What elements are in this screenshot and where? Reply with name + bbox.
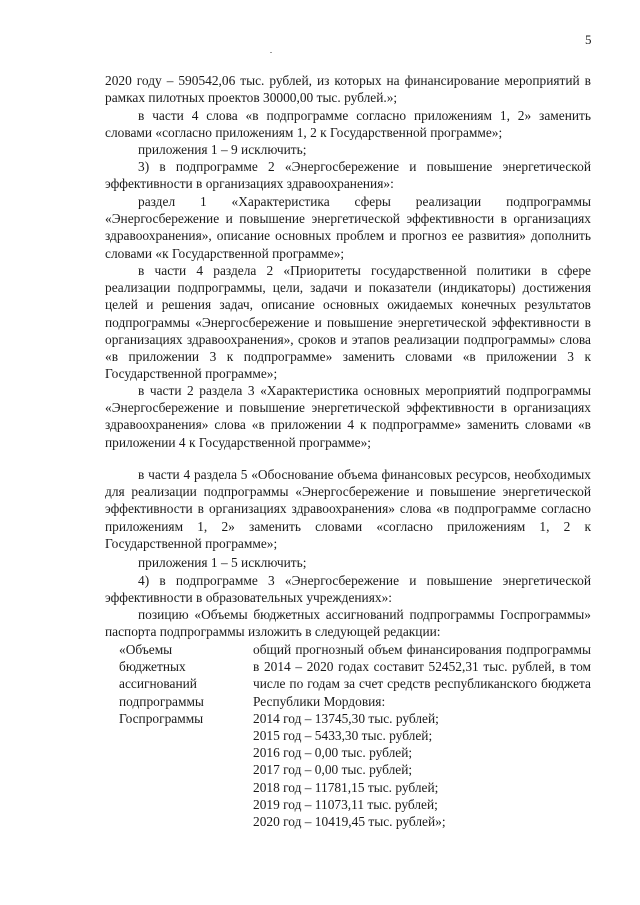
paragraph-subprogram-2: 3) в подпрограмме 2 «Энергосбережение и повышение энергетической эффективности в организациях здравоохранения»: [105,159,591,192]
budget-year-row: 2014 год – 13745,30 тыс. рублей; [253,710,439,726]
label-line: Госпрограммы [119,710,204,726]
paragraph-annexes-1-9: приложения 1 – 9 исключить; [138,142,307,157]
paragraph-section-5: в части 4 раздела 5 «Обоснование объема финансовых ресурсов, необходимых для реализации подпрограммы «Энергосбережение и повышение энергетической эффективности в организациях здравоохранения» слова «в подпрограмме согласно приложениям 1, 2» заменить словами «согласно приложениям 1, 2 к Государственной программе»; [105,467,591,551]
paragraph-section-1: раздел 1 «Характеристика сферы реализации подпрограммы «Энергосбережение и повышение энергетической эффективности в организациях здравоохранения», описание основных проблем и прогноз ее развития» дополнить словами «к Государственной программе»; [105,194,591,261]
budget-table-label-column [119,641,247,727]
paragraph-section-2: в части 4 раздела 2 «Приоритеты государственной политики в сфере реализации подпрограммы, цели, задачи и показатели (индикаторы) достижения целей и решения задач, описание основных ожидаемых конечных результатов подпрограммы «Энергосбережение и повышение энергетической эффективности в организациях здравоохранения», сроков и этапов реализации подпрограммы» слова «в приложении 3 к подпрограмме» заменить словами «в приложении 3 к Государственной программе»; [105,263,591,382]
budget-year-row: 2015 год – 5433,30 тыс. рублей; [253,728,433,744]
paragraph-subprogram-3: 4) в подпрограмме 3 «Энергосбережение и повышение энергетической эффективности в образовательных учреждениях»: [105,573,591,606]
scan-speck [270,52,272,53]
label-line: ассигнований [119,676,197,692]
budget-total-text: общий прогнозный объем финансирования подпрограммы в 2014 – 2020 годах составит 52452,31 тыс. рублей, в том числе по годам за счет средств республиканского бюджета Республики Мордовия: [253,642,591,709]
budget-year-row: 2018 год – 11781,15 тыс. рублей; [253,779,439,795]
page-number: 5 [585,32,592,47]
budget-table-value-column [253,641,591,830]
paragraph-section-3: в части 2 раздела 3 «Характеристика основных мероприятий подпрограммы «Энергосбережение и повышение энергетической эффективности в организациях здравоохранения» слова «в приложении 4 к подпрограмме» заменить словами «в приложении 4 к Государственной программе»; [105,383,591,450]
paragraph-annexes-1-5: приложения 1 – 5 исключить; [138,555,307,570]
budget-year-row: 2019 год – 11073,11 тыс. рублей; [253,796,438,812]
paragraph-position: позицию «Объемы бюджетных ассигнований подпрограммы Госпрограммы» паспорта подпрограммы изложить в следующей редакции: [105,607,591,640]
budget-year-row: 2016 год – 0,00 тыс. рублей; [253,745,413,761]
paragraph-part4-words: в части 4 слова «в подпрограмме согласно приложениям 1, 2» заменить словами «согласно приложениям 1, 2 к Государственной программе»; [105,108,591,141]
budget-year-row: 2017 год – 0,00 тыс. рублей; [253,762,413,778]
budget-year-row: 2020 год – 10419,45 тыс. рублей»; [253,814,446,830]
paragraph-funding-2020: 2020 году – 590542,06 тыс. рублей, из которых на финансирование мероприятий в рамках пилотных проектов 30000,00 тыс. рублей.»; [105,73,591,106]
label-line: бюджетных [119,659,186,675]
label-line: «Объемы [119,642,173,657]
label-line: подпрограммы [119,693,204,709]
